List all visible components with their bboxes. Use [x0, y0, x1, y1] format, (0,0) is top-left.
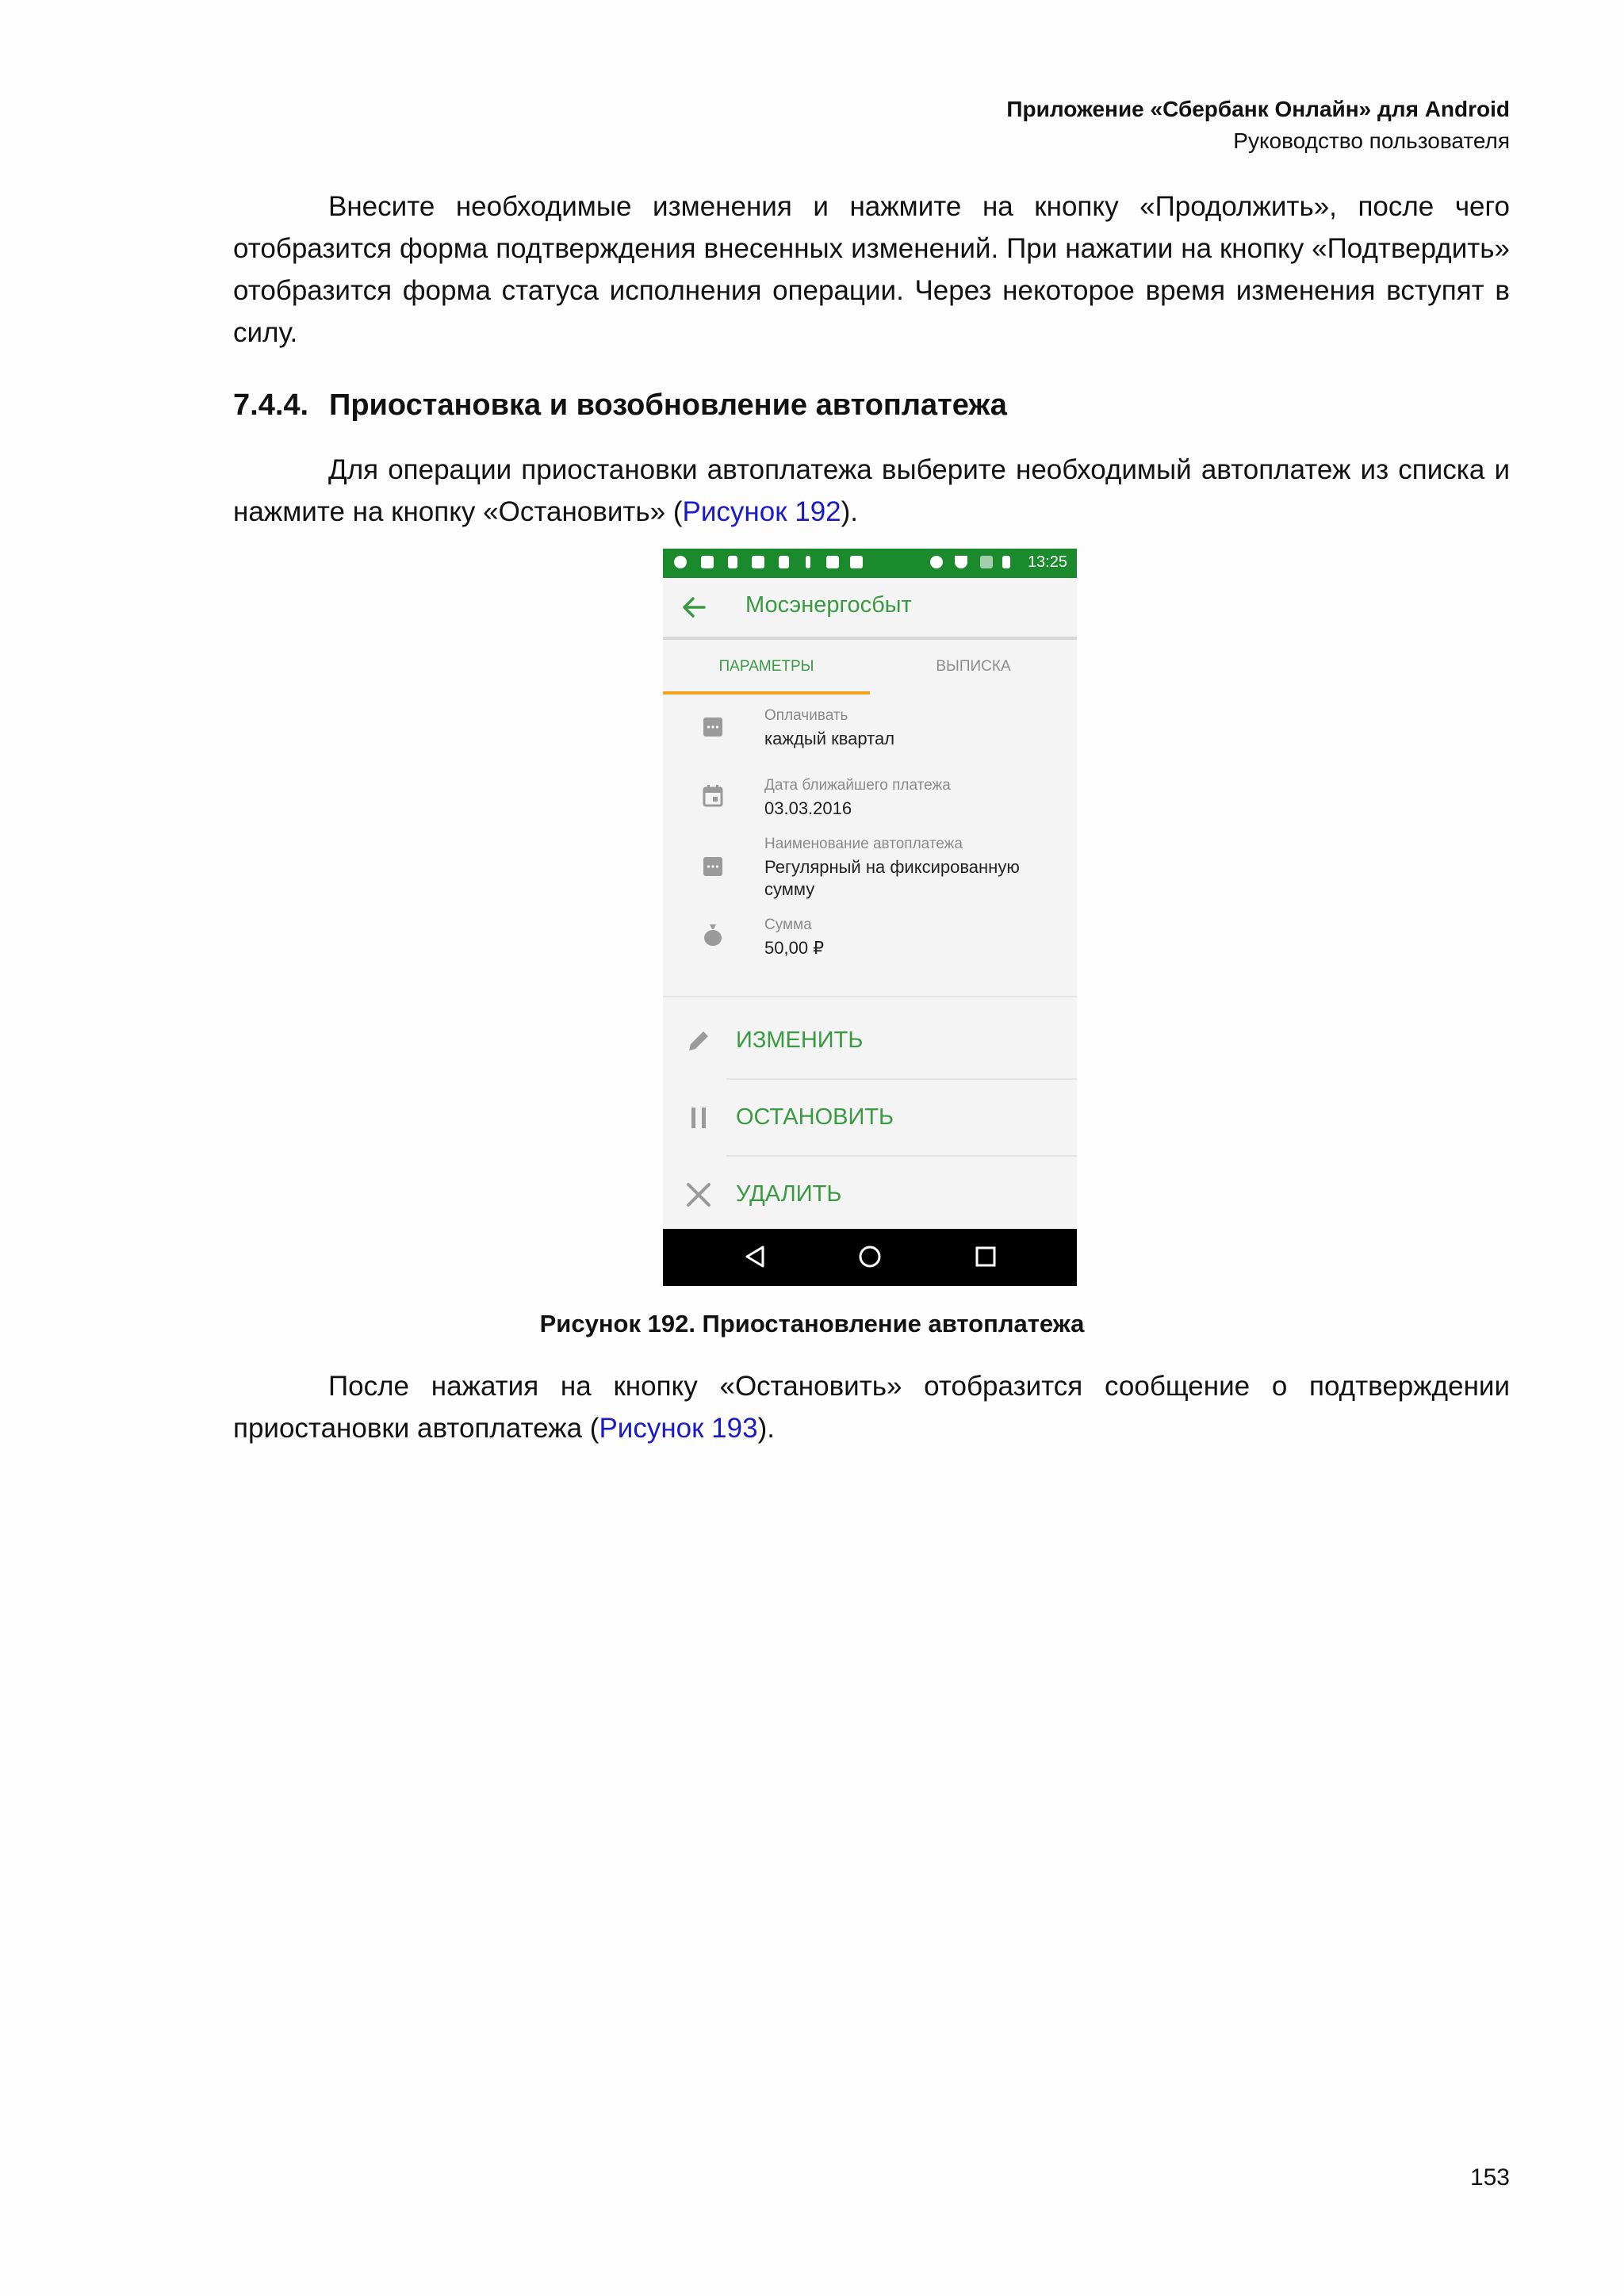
tab-indicator [663, 691, 870, 695]
phone-screenshot [663, 549, 1077, 1286]
download-icon [728, 556, 737, 568]
figure-caption: Рисунок 192. Приостановление автоплатежа [539, 1310, 1085, 1337]
edit-button[interactable] [663, 1004, 1077, 1080]
nav-home-icon[interactable] [858, 1245, 882, 1272]
app-title: Мосэнергосбыт [745, 592, 912, 618]
delete-label: УДАЛИТЬ [736, 1181, 842, 1207]
field-label: Дата ближайшего платежа [764, 777, 951, 794]
field-label: Сумма [764, 916, 812, 933]
battery-icon [1002, 556, 1010, 568]
field-value: 03.03.2016 [764, 798, 852, 818]
pencil-icon [685, 1027, 712, 1058]
figure-192-link[interactable]: Рисунок 192 [682, 496, 841, 527]
calendar-icon [703, 785, 723, 811]
field-label: Наименование автоплатежа [764, 836, 963, 852]
nav-back-icon[interactable] [744, 1245, 768, 1272]
dots-icon [703, 717, 723, 741]
photo-icon [752, 556, 764, 568]
divider [663, 996, 1077, 997]
divider [726, 1078, 1077, 1080]
stop-button[interactable] [663, 1081, 1077, 1157]
gallery-icon [701, 556, 714, 568]
paragraph-intro [233, 186, 1510, 354]
pause-icon [685, 1104, 712, 1135]
alert-icon [806, 556, 810, 568]
status-time: 13:25 [1027, 553, 1067, 571]
tab-statement[interactable]: ВЫПИСКА [936, 658, 1011, 675]
navigation-bar [663, 1229, 1077, 1286]
wifi-icon [955, 556, 967, 568]
paragraph-after-figure-tail: ). [757, 1413, 775, 1444]
page-number: 153 [1469, 2164, 1510, 2191]
paragraph-instructions-text: Для операции приостановки автоплатежа выберите необходимый автоплатеж из списка и нажмите на кнопку «Остановить» ( [233, 454, 1510, 527]
bag-icon [850, 556, 863, 568]
field-label: Оплачивать [764, 707, 848, 724]
paragraph-after-figure [233, 1365, 1510, 1449]
section-number: 7.4.4. [233, 388, 309, 422]
app-bar [663, 578, 1077, 640]
dots-icon [703, 856, 723, 881]
header-title: Приложение «Сбербанк Онлайн» для Android [1006, 97, 1510, 121]
paragraph-after-figure-text: После нажатия на кнопку «Остановить» отобразится сообщение о подтверждении приостановки автоплатежа ( [233, 1371, 1510, 1444]
field-value: 50,00 ₽ [764, 938, 825, 958]
hangouts-icon [674, 556, 687, 568]
paragraph-instructions-tail: ). [841, 496, 859, 527]
stop-label: ОСТАНОВИТЬ [736, 1104, 894, 1130]
dnd-icon [930, 556, 943, 568]
tab-parameters[interactable]: ПАРАМЕТРЫ [718, 658, 814, 675]
section-title: Приостановка и возобновление автоплатежа [329, 388, 1007, 422]
field-value: Регулярный на фиксированную сумму [764, 857, 1020, 899]
edit-label: ИЗМЕНИТЬ [736, 1027, 864, 1053]
header-subtitle: Руководство пользователя [1233, 128, 1510, 153]
field-value: каждый квартал [764, 729, 895, 748]
paragraph-intro-text: Внесите необходимые изменения и нажмите на кнопку «Продолжить», после чего отобразится форма подтверждения внесенных изменений. При нажатии на кнопку «Подтвердить» отобразится форма статуса исполнения операции. Через некоторое время изменения вступят в силу. [233, 191, 1510, 348]
status-bar [663, 549, 1077, 578]
delete-button[interactable] [663, 1158, 1077, 1234]
section-heading [233, 388, 1007, 423]
figure-193-link[interactable]: Рисунок 193 [599, 1413, 758, 1444]
back-arrow-icon[interactable] [680, 594, 707, 625]
signal-icon [980, 556, 993, 568]
sim-icon [779, 556, 789, 568]
money-bag-icon [703, 923, 723, 951]
paragraph-instructions [233, 449, 1510, 533]
nav-recents-icon[interactable] [974, 1245, 998, 1272]
divider [726, 1155, 1077, 1157]
mail-icon [826, 556, 839, 568]
close-icon [685, 1181, 712, 1212]
